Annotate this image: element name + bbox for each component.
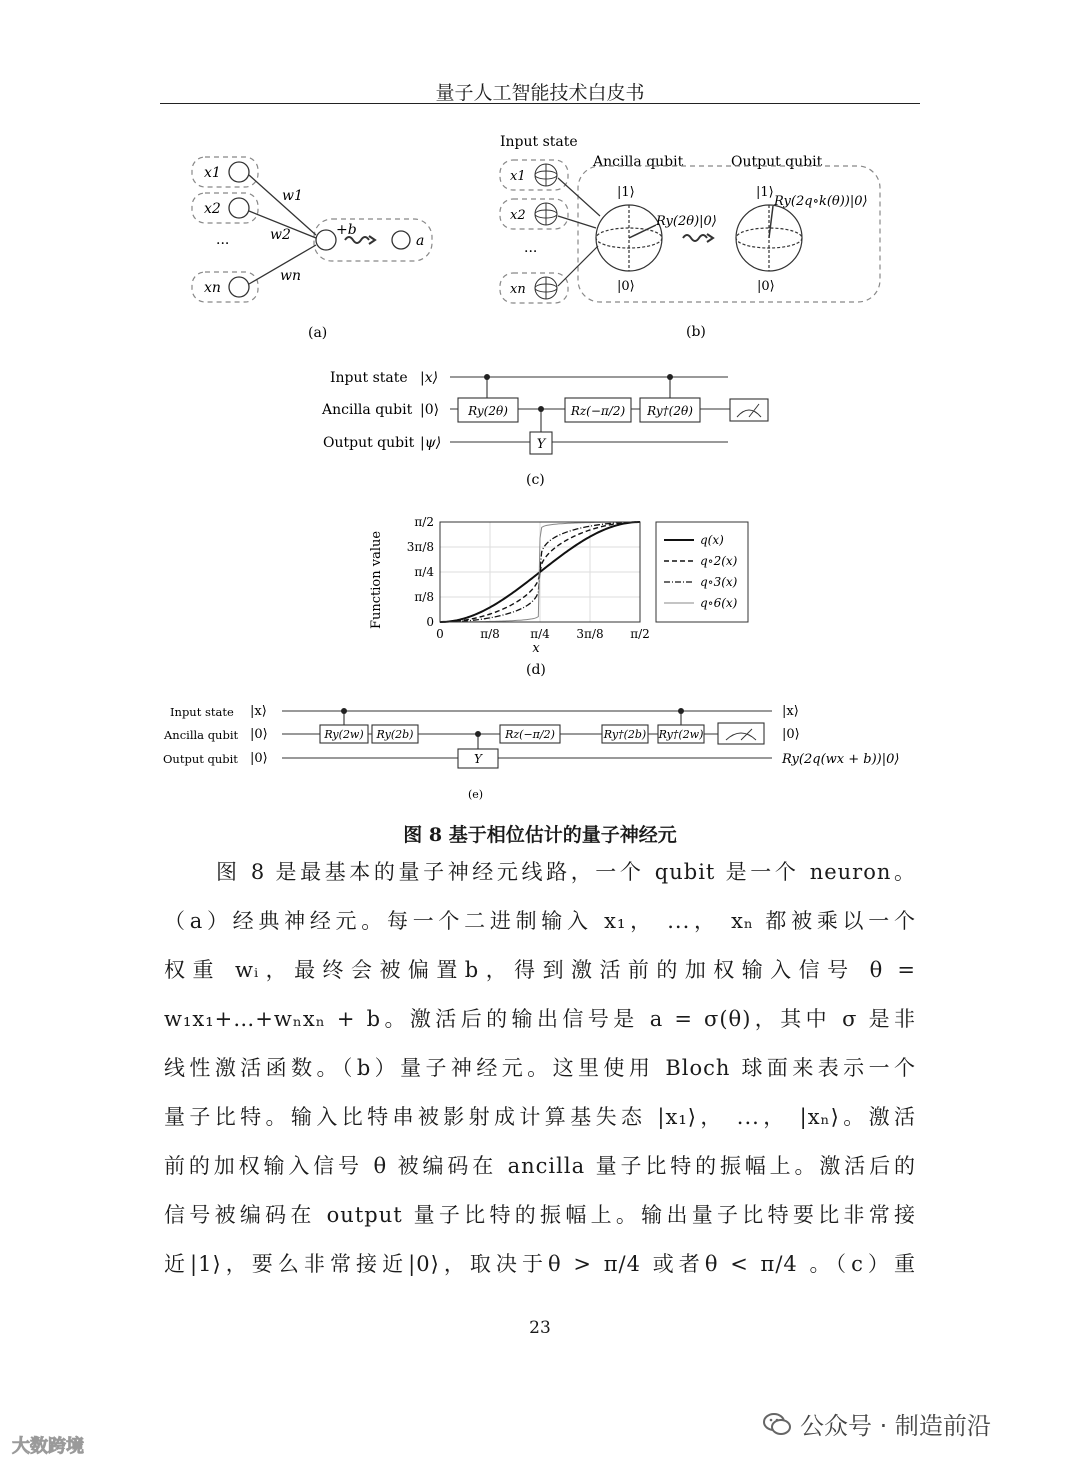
- d-xtick-label: 3π/8: [576, 627, 604, 641]
- e-gate-ry-2b: Ry(2b): [376, 728, 414, 741]
- figure-caption: 图 8 基于相位估计的量子神经元: [403, 824, 677, 846]
- ellipsis: ···: [216, 236, 230, 252]
- figure-c-circuit: [310, 362, 770, 492]
- b-input-x2-label: x2: [510, 208, 526, 223]
- output-a-label: a: [416, 233, 425, 249]
- ancilla-ket0: |0⟩: [617, 279, 635, 294]
- d-ytick-label: 0: [426, 615, 434, 629]
- e-gate-ry-dagger-2b: Ry†(2b): [603, 728, 647, 741]
- paragraph-line-8: 信号被编码在 output 量子比特的振幅上。输出量子比特要比非常接: [164, 1203, 916, 1227]
- e-gate-ry-dagger-2w: Ry†(2w): [658, 728, 704, 741]
- c-gate-ry-dagger: Ry†(2θ): [647, 404, 693, 418]
- b-input-x1-label: x1: [510, 169, 526, 184]
- paragraph-line-3: 权重 wᵢ，最终会被偏置b，得到激活前的加权输入信号 θ =: [164, 958, 916, 982]
- figure-d-label: (d): [526, 662, 546, 678]
- output-state-label: Ry(2q∘k(θ))|0⟩: [774, 194, 868, 209]
- body-paragraph: [164, 848, 916, 1289]
- d-ytick-label: π/4: [414, 565, 434, 579]
- c-ancilla-qubit-label: Ancilla qubit: [322, 402, 413, 418]
- d-ylabel: Function value: [369, 530, 384, 630]
- output-ket0: |0⟩: [757, 279, 775, 294]
- b-input-xn-label: xn: [510, 282, 526, 297]
- watermark-right: [762, 1406, 991, 1441]
- c-ket-0: |0⟩: [420, 402, 440, 418]
- d-legend-label: q∘3(x): [700, 575, 738, 589]
- e-ancilla-qubit-label: Ancilla qubit: [164, 728, 239, 742]
- bias-label: +b: [336, 222, 357, 238]
- d-xlabel: x: [532, 641, 540, 656]
- e-gate-y: Y: [474, 752, 482, 766]
- figure-b-quantum-neuron: [488, 128, 898, 343]
- paragraph-line-6: 量子比特。输入比特串被影射成计算基失态 |x₁⟩， ...， |xₙ⟩。激活: [164, 1105, 916, 1129]
- paragraph-line-2: （a）经典神经元。每一个二进制输入 x₁， ...， xₙ 都被乘以一个: [164, 909, 916, 933]
- d-legend-label: q∘6(x): [700, 596, 738, 610]
- output-qubit-label: Output qubit: [731, 154, 823, 170]
- paragraph-line-7: 前的加权输入信号 θ 被编码在 ancilla 量子比特的振幅上。激活后的: [164, 1154, 916, 1178]
- e-ket-out-final: Ry(2q(wx + b))|0⟩: [782, 752, 900, 767]
- weight-w2-label: w2: [270, 227, 291, 243]
- b-ellipsis: ···: [524, 244, 538, 260]
- e-input-state-label: Input state: [170, 705, 234, 719]
- d-ytick-label: π/2: [414, 515, 434, 529]
- c-gate-y: Y: [536, 437, 546, 452]
- ancilla-qubit-label: Ancilla qubit: [593, 154, 684, 170]
- c-gate-ry: Ry(2θ): [468, 404, 508, 418]
- e-ket-out-x: |x⟩: [782, 704, 799, 719]
- e-ket-in-0b: |0⟩: [250, 751, 268, 766]
- d-xtick-label: π/8: [480, 627, 500, 641]
- paragraph-line-1: 图 8 是最基本的量子神经元线路，一个 qubit 是一个 neuron。: [216, 860, 916, 884]
- d-xtick-label: 0: [436, 627, 444, 641]
- input-x2-label: x2: [204, 201, 221, 217]
- d-legend-label: q(x): [700, 533, 724, 547]
- figure-a-label: (a): [308, 325, 328, 341]
- c-gate-rz: Rz(−π/2): [570, 404, 626, 418]
- paragraph-line-5: 线性激活函数。（b）量子神经元。这里使用 Bloch 球面来表示一个: [164, 1056, 916, 1080]
- figure-e-circuit: [160, 696, 920, 806]
- e-output-qubit-label: Output qubit: [163, 752, 238, 766]
- paragraph-line-9: 近|1⟩，要么非常接近|0⟩，取决于θ > π/4 或者θ < π/4 。（c）重: [164, 1252, 916, 1276]
- ancilla-ket1: |1⟩: [617, 185, 635, 200]
- ancilla-state-label: Ry(2θ)|0⟩: [656, 214, 717, 229]
- input-state-label: Input state: [500, 134, 578, 150]
- watermark-right-text: 公众号 · 制造前沿: [800, 1412, 991, 1440]
- d-ytick-label: 3π/8: [406, 540, 434, 554]
- input-x1-label: x1: [204, 165, 221, 181]
- weight-wn-label: wn: [280, 268, 301, 284]
- e-ket-out-0: |0⟩: [782, 727, 800, 742]
- c-ket-x: |x⟩: [420, 370, 439, 386]
- figure-c-label: (c): [526, 472, 545, 488]
- figure-d-chart: [360, 510, 760, 680]
- e-gate-ry-2w: Ry(2w): [324, 728, 364, 741]
- output-ket1: |1⟩: [756, 185, 774, 200]
- d-xtick-label: π/2: [630, 627, 650, 641]
- d-xtick-label: π/4: [530, 627, 550, 641]
- e-ket-in-0a: |0⟩: [250, 727, 268, 742]
- weight-w1-label: w1: [282, 188, 303, 204]
- d-ytick-label: π/8: [414, 590, 434, 604]
- figure-e-label: (e): [468, 788, 484, 801]
- c-output-qubit-label: Output qubit: [323, 435, 415, 451]
- e-ket-in-x: |x⟩: [250, 704, 267, 719]
- c-ket-psi: |ψ⟩: [420, 435, 442, 451]
- paragraph-line-4: w₁x₁+…+wₙxₙ + b。激活后的输出信号是 a = σ(θ)，其中 σ 是非: [164, 1007, 916, 1031]
- figure-b-label: (b): [686, 324, 706, 340]
- page-number: 23: [529, 1318, 551, 1338]
- input-xn-label: xn: [204, 280, 221, 296]
- wechat-icon: [762, 1411, 792, 1437]
- e-gate-rz: Rz(−π/2): [505, 728, 555, 741]
- figure-a-classical-neuron: [180, 145, 460, 345]
- d-legend-label: q∘2(x): [700, 554, 738, 568]
- page-header: 量子人工智能技术白皮书: [435, 82, 645, 104]
- header-rule: [160, 103, 920, 104]
- watermark-left: 大数跨境: [12, 1436, 84, 1457]
- c-input-state-label: Input state: [330, 370, 408, 386]
